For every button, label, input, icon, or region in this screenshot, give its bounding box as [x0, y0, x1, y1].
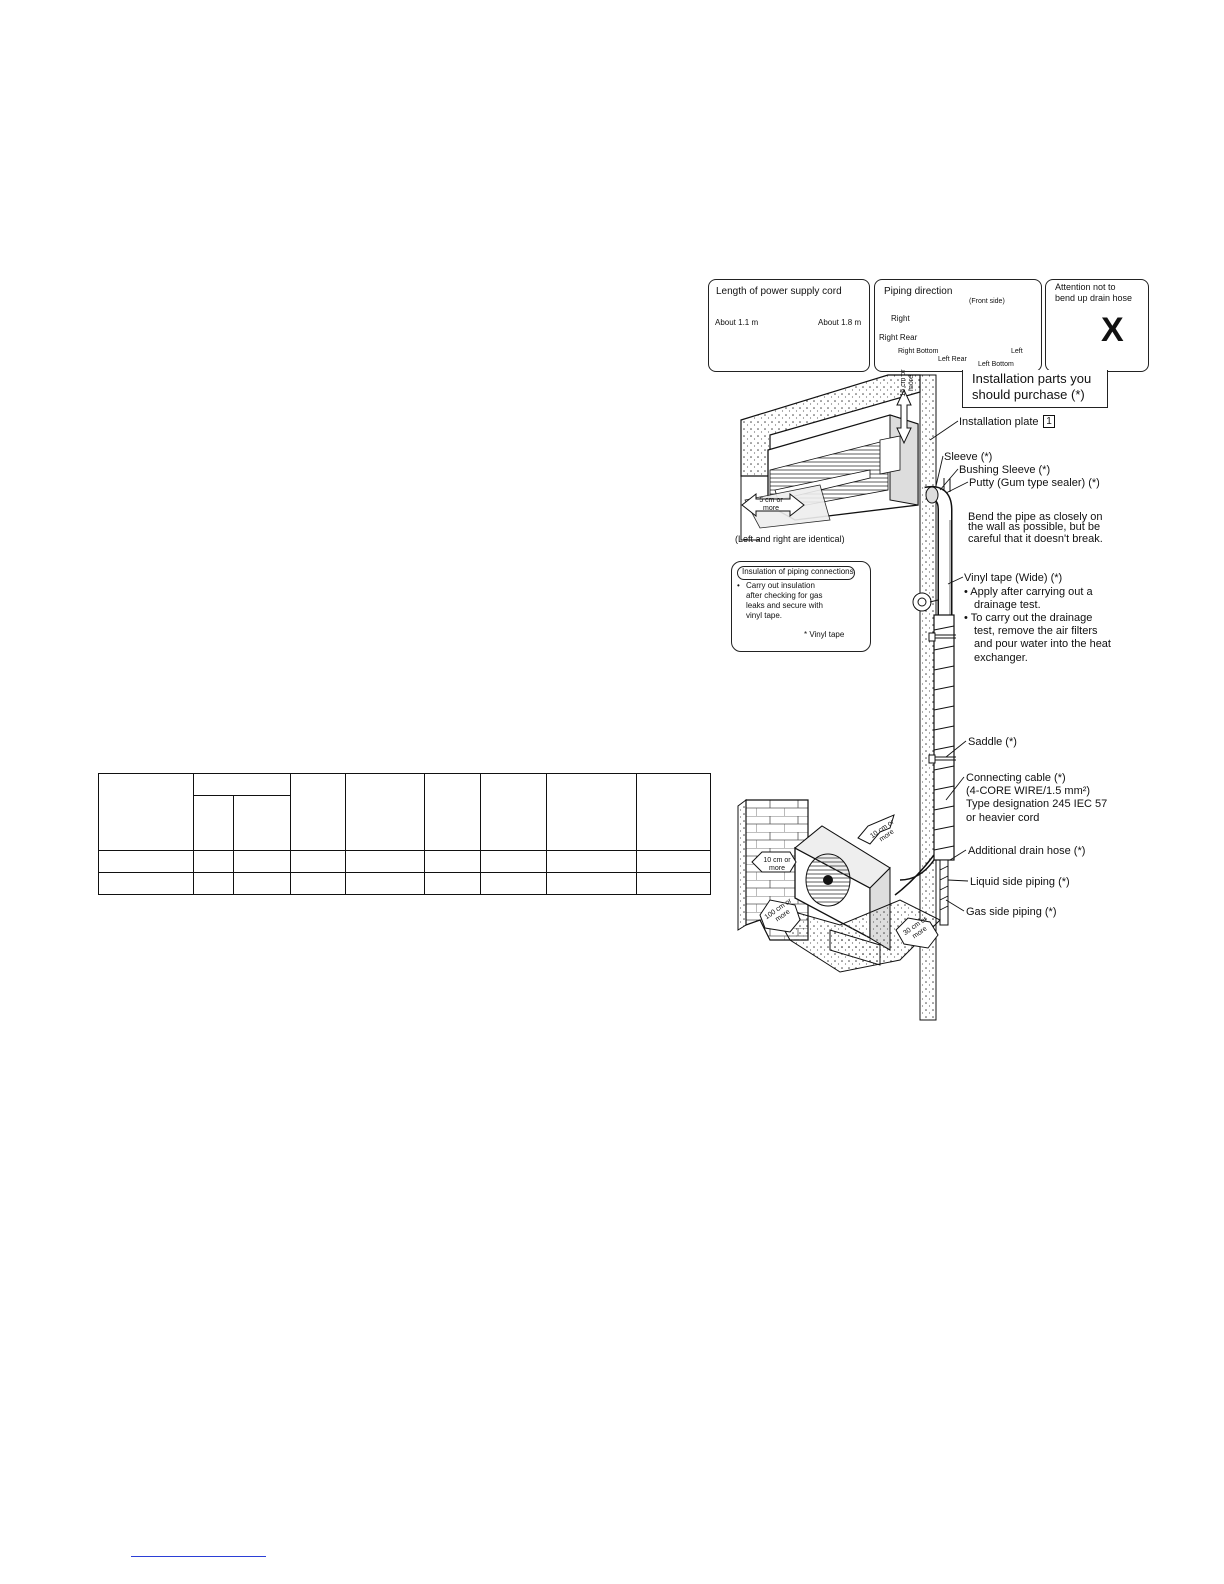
identical-note: (Left and right are identical)	[735, 534, 845, 544]
left-rear-label: Left Rear	[938, 356, 967, 363]
bend-line3: careful that it doesn't break.	[968, 533, 1103, 545]
cable-line4: or heavier cord	[966, 812, 1040, 824]
cord-right-length: About 1.8 m	[818, 318, 862, 327]
cable-line1: Connecting cable (*)	[966, 772, 1066, 784]
insulation-line4: vinyl tape.	[746, 611, 783, 620]
insulation-title: Insulation of piping connections	[742, 567, 854, 576]
piping-direction-title: Piping direction	[884, 286, 953, 297]
right-bottom-label: Right Bottom	[898, 348, 939, 355]
bushing-sleeve-label: Bushing Sleeve (*)	[959, 464, 1051, 476]
putty-label: Putty (Gum type sealer) (*)	[969, 477, 1100, 489]
outdoor-clearance-2: 10 cm or more	[763, 857, 791, 873]
front-side-label: (Front side)	[969, 298, 1005, 305]
right-label: Right	[891, 314, 910, 323]
footer-link-underline	[131, 1556, 266, 1557]
drain-title-line1: Attention not to	[1055, 282, 1116, 292]
left-label: Left	[1011, 348, 1023, 355]
outdoor-clearance-3: 100 cm or more	[763, 897, 794, 924]
vinyl-tape-callout: Vinyl tape (Wide) (*)	[964, 572, 1063, 584]
do-not-mark: X	[1101, 311, 1124, 349]
right-rear-label: Right Rear	[879, 333, 918, 342]
insulation-line2: after checking for gas	[746, 591, 823, 600]
drain-hose-label: Additional drain hose (*)	[968, 845, 1086, 857]
insulation-line1: Carry out insulation	[746, 581, 815, 590]
bend-line2: the wall as possible, but be	[968, 521, 1101, 533]
drain-title-line2: bend up drain hose	[1055, 293, 1133, 303]
sleeve-label: Sleeve (*)	[944, 451, 993, 463]
vinyl-tape-label: * Vinyl tape	[804, 630, 845, 639]
liquid-piping-label: Liquid side piping (*)	[970, 876, 1070, 888]
cable-line2: (4-CORE WIRE/1.5 mm²)	[966, 785, 1091, 797]
installation-plate-number: 1	[1043, 415, 1055, 428]
apply-line2: drainage test.	[974, 599, 1041, 611]
installation-plate-label: Installation plate	[959, 416, 1039, 428]
gas-piping-label: Gas side piping (*)	[966, 906, 1057, 918]
cable-line3: Type designation 245 IEC 57	[966, 798, 1108, 810]
bend-line1: Bend the pipe as closely on	[968, 511, 1103, 523]
purchase-line2: should purchase (*)	[972, 387, 1085, 402]
insulation-line3: leaks and secure with	[746, 601, 823, 610]
purchase-line1: Installation parts you	[972, 371, 1092, 386]
drain-test-line4: exchanger.	[974, 652, 1028, 664]
outdoor-clearance-1: 10 cm or more	[869, 818, 896, 844]
clearance-top-label: 15 cm or more	[900, 369, 916, 397]
left-bottom-label: Left Bottom	[978, 361, 1014, 368]
drain-test-line2: test, remove the air filters	[974, 625, 1098, 637]
drain-test-line3: and pour water into the heat	[974, 638, 1111, 650]
power-cord-title: Length of power supply cord	[716, 286, 842, 297]
apply-line1: • Apply after carrying out a	[964, 586, 1093, 598]
insulation-bullet: •	[737, 581, 740, 590]
cord-left-length: About 1.1 m	[715, 318, 759, 327]
drain-test-line1: • To carry out the drainage	[964, 612, 1093, 624]
saddle-label: Saddle (*)	[968, 736, 1017, 748]
outdoor-clearance-4: 30 cm or more	[902, 915, 929, 941]
clearance-side-label: 5 cm or more	[759, 497, 783, 513]
